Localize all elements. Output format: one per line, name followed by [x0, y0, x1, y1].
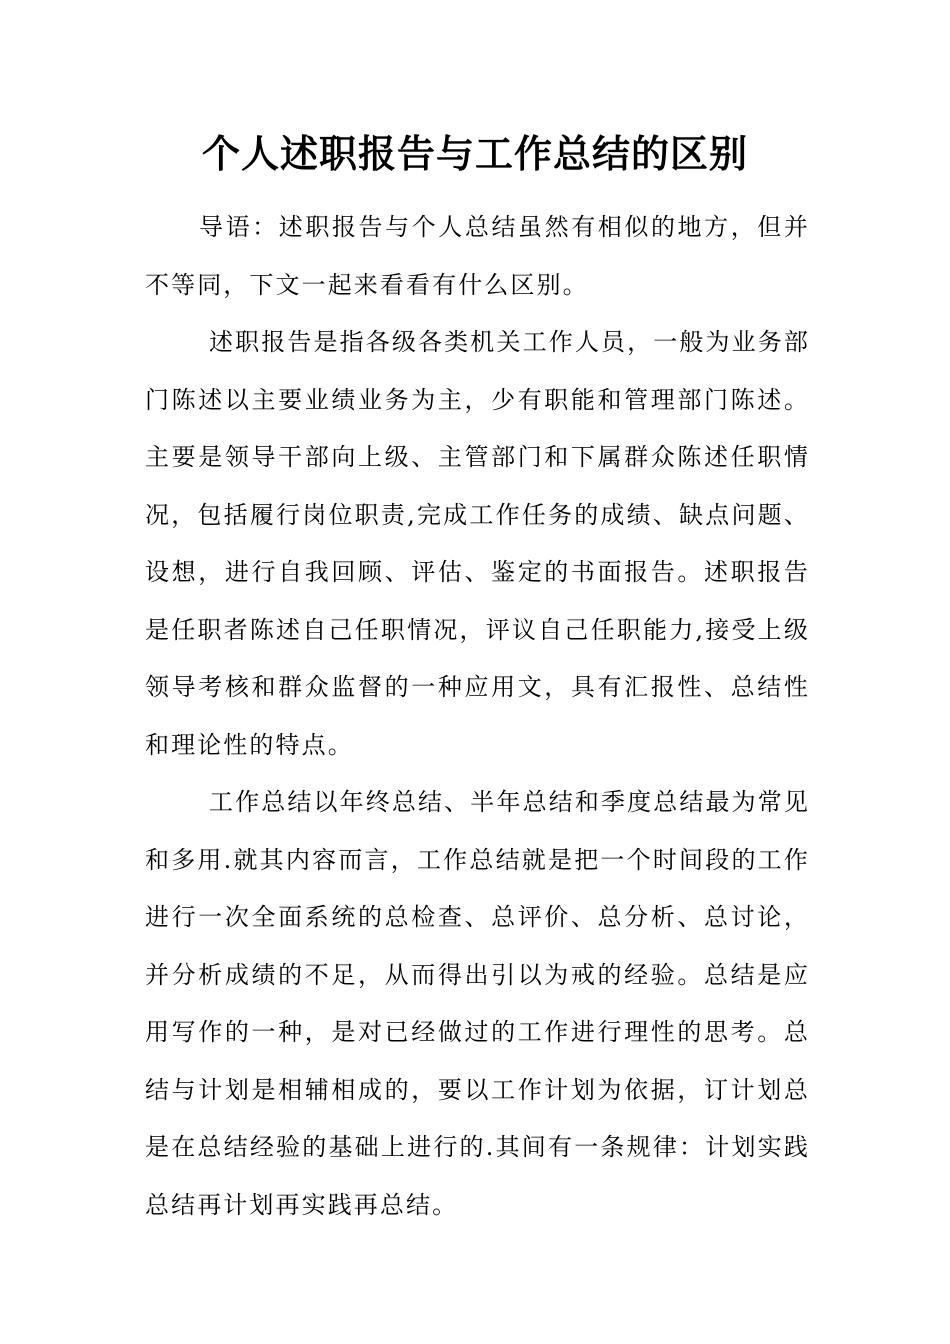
intro-paragraph: 导语：述职报告与个人总结虽然有相似的地方，但并不等同，下文一起来看看有什么区别。 [145, 213, 810, 299]
report-definition-paragraph: 述职报告是指各级各类机关工作人员，一般为业务部门陈述以主要业绩业务为主，少有职能和管理部门陈述。主要是领导干部向上级、主管部门和下属群众陈述任职情况，包括履行岗位职责,完成工作任务的成绩、缺点问题、设想，进行自我回顾、评估、鉴定的书面报告。述职报告是任职者陈述自己任职情况，评议自己任职能力,接受上级领导考核和群众监督的一种应用文，具有汇报性、总结性和理论性的特点。 [145, 328, 810, 759]
document-title: 个人述职报告与工作总结的区别 [201, 131, 748, 176]
work-summary-paragraph: 工作总结以年终总结、半年总结和季度总结最为常见和多用.就其内容而言，工作总结就是把一个时间段的工作进行一次全面系统的总检查、总评价、总分析、总讨论，并分析成绩的不足，从而得出引以为戒的经验。总结是应用写作的一种，是对已经做过的工作进行理性的思考。总结与计划是相辅相成的，要以工作计划为依据，订计划总是在总结经验的基础上进行的.其间有一条规律：计划实践总结再计划再实践再总结。 [145, 788, 810, 1219]
